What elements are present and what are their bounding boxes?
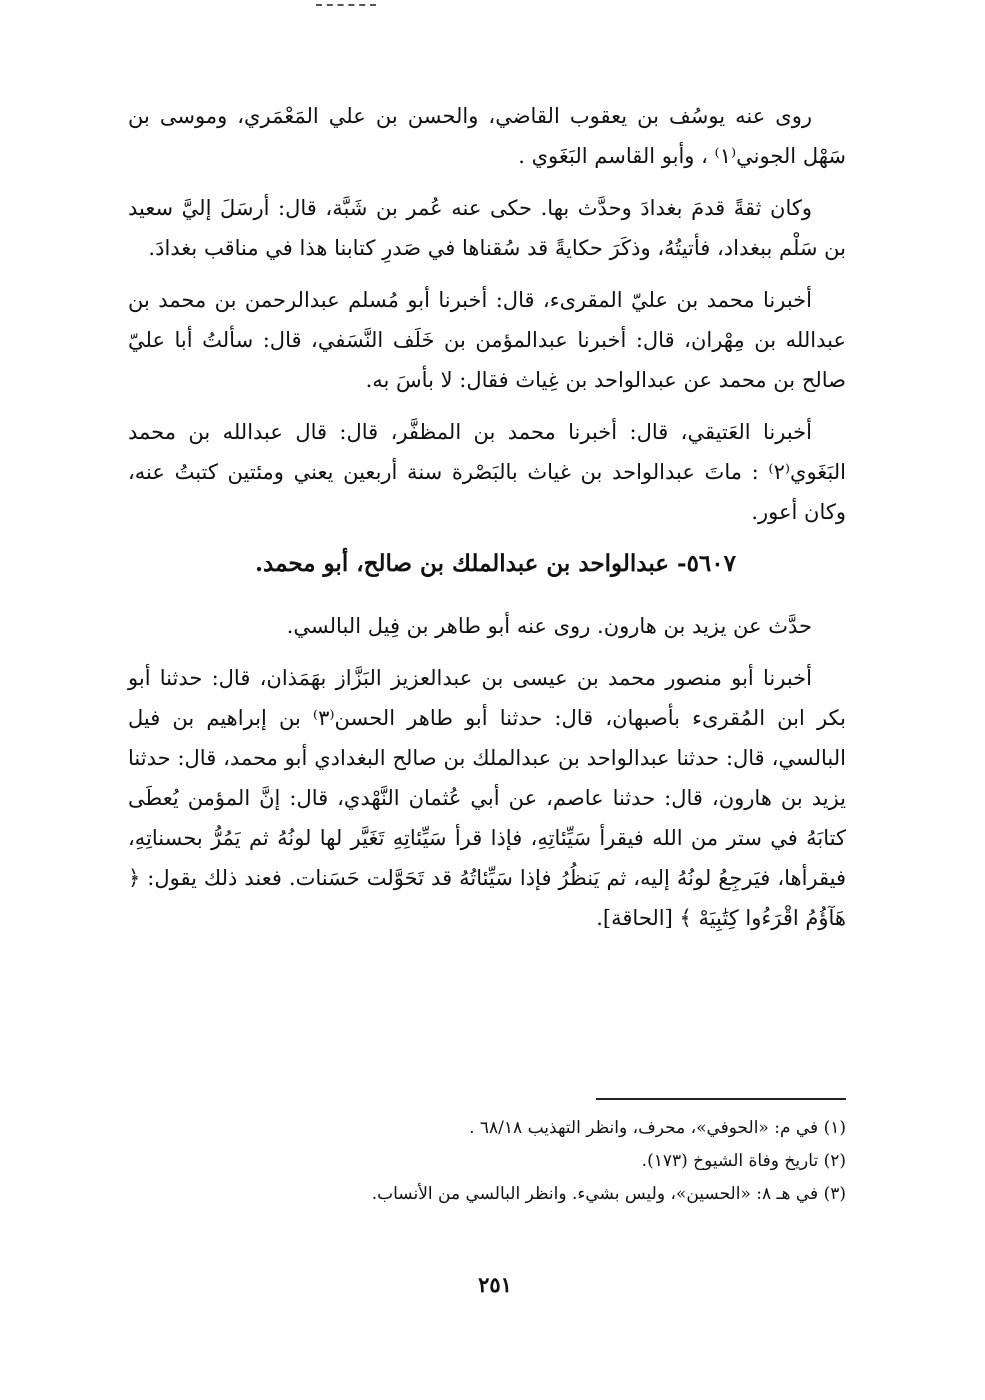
footnote-3: (٣) في هـ ٨: «الحسين»، وليس بشيء. وانظر البالسي من الأنساب. <box>371 1184 846 1204</box>
paragraph-hadith <box>128 658 846 938</box>
paragraph-trust <box>128 188 846 268</box>
paragraph-transmission <box>128 606 846 646</box>
paragraph-text: حدَّث عن يزيد بن هارون. روى عنه أبو طاهر بن فِيل البالسي. <box>286 614 812 638</box>
footnotes <box>286 1112 846 1211</box>
paragraph-report-1 <box>128 280 846 400</box>
page-number: ٢٥١ <box>478 1272 512 1297</box>
paragraph-text: أخبرنا أبو منصور محمد بن عيسى بن عبدالعزيز البَزَّاز بهَمَذان، قال: حدثنا أبو بكر ابن المُقرىء بأصبهان، قال: حدثنا أبو طاهر الحسن⁽٣⁾ بن إبراهيم بن فيل البالسي، قال: حدثنا عبدالواحد بن عبدالملك بن صالح البغدادي أبو محمد، قال: حدثنا يزيد بن هارون، قال: حدثنا عاصم، عن أبي عُثمان النَّهْدي، قال: إنَّ المؤمن يُعطَى كتابَهُ في ستر من الله فيقرأ سَيِّئاتِهِ، فإذا قرأ سَيِّئاتِهِ تَغَيَّر لها لونُهُ ثم يَمُرُّ بحسناتِهِ، فيقرأها، فيَرجِعُ لونُهُ إليه، ثم يَنظُرُ فإذا سَيِّئاتُهُ قد تَحَوَّلت حَسَنات. فعند ذلك يقول: ﴿ هَآؤُمُ اقْرَءُوا كِتَٰبِيَهْ ﴾ [الحاقة]. <box>128 666 846 930</box>
footnote-divider <box>596 1098 846 1100</box>
scan-mark <box>316 4 376 8</box>
paragraph-text: روى عنه يوسُف بن يعقوب القاضي، والحسن بن علي المَعْمَري، وموسى بن سَهْل الجوني⁽١⁾ ، وأبو القاسم البَغَوي . <box>128 104 846 168</box>
paragraph-narrators <box>128 96 846 176</box>
paragraph-report-2 <box>128 412 846 532</box>
paragraph-text: أخبرنا محمد بن عليّ المقرىء، قال: أخبرنا أبو مُسلم عبدالرحمن بن محمد بن عبدالله بن مِهْران، قال: أخبرنا عبدالمؤمن بن خَلَف النَّسَفي، قال: سألتُ أبا عليّ صالح بن محمد عن عبدالواحد بن غِياث فقال: لا بأسَ به. <box>128 288 846 392</box>
paragraph-text: وكان ثقةً قدمَ بغدادَ وحدَّث بها. حكى عنه عُمر بن شَبَّة، قال: أرسَلَ إليَّ سعيد بن سَلْم ببغداد، فأتيتُهُ، وذكَرَ حكايةً قد سُقناها في صَدرِ كتابنا هذا في مناقب بغدادَ. <box>128 196 846 260</box>
entry-heading: ٥٦٠٧- عبدالواحد بن عبدالملك بن صالح، أبو محمد. <box>255 550 736 577</box>
footnote-2: (٢) تاريخ وفاة الشيوخ (١٧٣). <box>641 1151 846 1171</box>
paragraph-text: أخبرنا العَتيقي، قال: أخبرنا محمد بن المظفَّر، قال: قال عبدالله بن محمد البَغَوي⁽٢⁾ : ماتَ عبدالواحد بن غياث بالبَصْرة سنة أربعين يعني ومئتين كتبتُ عنه، وكان أعور. <box>128 420 846 524</box>
footnote-1: (١) في م: «الحوفي»، محرف، وانظر التهذيب ٦٨/١٨ . <box>469 1118 846 1138</box>
main-text <box>128 96 846 950</box>
